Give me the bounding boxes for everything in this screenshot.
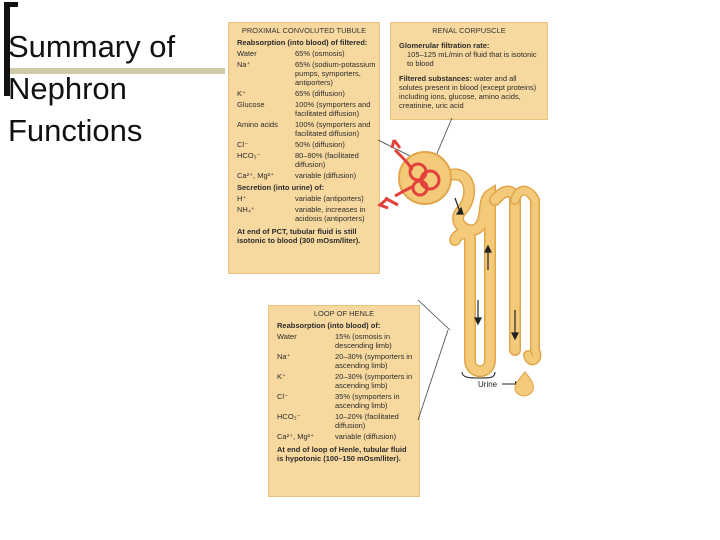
table-row (277, 352, 419, 370)
pct-note: At end of PCT, tubular fluid is still isotonic to blood (300 mOsm/liter). (237, 227, 361, 245)
connector-line (378, 140, 418, 160)
pct-secretion-label: Secretion (into urine) of: (237, 183, 325, 192)
table-row (237, 89, 379, 98)
connector-line (418, 330, 448, 420)
loop-note: At end of loop of Henle, tubular fluid is hypotonic (100–150 mOsm/liter). (277, 445, 407, 463)
title-bracket-top (4, 2, 18, 7)
row-value: 50% (diffusion) (295, 140, 345, 149)
distal-tubule (515, 191, 536, 361)
row-label: H⁺ (237, 194, 247, 203)
distal-tubule-fill (515, 191, 536, 361)
row-value: 100% (symporters and facilitated diffusion) (295, 120, 371, 138)
row-value: 20–30% (symporters in ascending limb) (335, 372, 413, 390)
row-label: K⁺ (237, 89, 246, 98)
row-value: 35% (symporters in ascending limb) (335, 392, 400, 410)
row-label: Ca²⁺, Mg²⁺ (277, 432, 315, 441)
row-value: variable (antiporters) (295, 194, 364, 203)
pct-panel (228, 22, 380, 274)
row-label: Cl⁻ (237, 140, 249, 149)
table-row (277, 392, 419, 410)
proximal-tubule-fill (450, 174, 490, 371)
glomerulus-capillaries (385, 150, 439, 205)
table-row (277, 432, 419, 441)
urine-bracket (462, 372, 495, 378)
table-row (237, 60, 379, 87)
row-label: K⁺ (277, 372, 286, 381)
row-label: Cl⁻ (277, 392, 289, 401)
pct-heading: PROXIMAL CONVOLUTED TUBULE (241, 26, 367, 35)
gfr-text: 105–125 mL/min of fluid that is isotonic to blood (407, 50, 537, 68)
row-label: Glucose (237, 100, 265, 109)
renal-heading: RENAL CORPUSCLE (432, 26, 506, 35)
table-row (237, 140, 379, 149)
slide-title: Summary of Nephron Functions (8, 29, 176, 148)
connector-line (430, 118, 452, 170)
row-label: Na⁺ (237, 60, 251, 69)
row-value: 65% (sodium-potassium pumps, symporters, antiporters) (295, 60, 376, 87)
connector-line (418, 300, 450, 330)
row-value: 80–90% (facilitated diffusion) (295, 151, 359, 169)
table-row (277, 372, 419, 390)
bowmans-capsule (399, 152, 451, 204)
row-label: Ca²⁺, Mg²⁺ (237, 171, 275, 180)
table-row (237, 100, 379, 118)
row-value: 15% (osmosis in descending limb) (335, 332, 392, 350)
row-value: 100% (symporters and facilitated diffusion) (295, 100, 371, 118)
row-label: Water (237, 49, 257, 58)
efferent-arrow (380, 198, 388, 208)
table-row (237, 49, 379, 58)
row-label: Na⁺ (277, 352, 291, 361)
row-label: Water (277, 332, 297, 341)
pct-rows (229, 49, 379, 180)
loop-rows (269, 332, 419, 441)
renal-panel (390, 22, 548, 120)
row-value: variable, increases in acidosis (antiporters) (295, 205, 366, 223)
table-row (237, 151, 379, 169)
row-value: 65% (diffusion) (295, 89, 345, 98)
loop-panel (268, 305, 420, 497)
row-value: variable (diffusion) (335, 432, 397, 441)
table-row (277, 412, 419, 430)
flow-arrows (455, 198, 518, 339)
proximal-tubule (450, 174, 490, 371)
pct-secretion-rows (229, 194, 379, 223)
filtered-text: water and all solutes present in blood (except proteins) including ions, glucose, amino acids, creatinine, uric acid (399, 74, 537, 110)
row-value: 65% (osmosis) (295, 49, 345, 58)
urine-drop-icon (515, 372, 534, 396)
collecting-duct (495, 191, 515, 350)
row-label: NH₄⁺ (237, 205, 255, 214)
gfr-label: Glomerular filtration rate: (399, 41, 490, 50)
table-row (237, 120, 379, 138)
table-row (237, 205, 379, 223)
row-value: variable (diffusion) (295, 171, 357, 180)
loop-heading: LOOP OF HENLE (313, 309, 375, 318)
urine-label: Urine (478, 380, 498, 389)
pct-reabsorption-label: Reabsorption (into blood) of filtered: (237, 38, 368, 47)
urine-arrow-head (515, 381, 520, 387)
row-label: HCO₃⁻ (277, 412, 301, 421)
row-value: 10–20% (facilitated diffusion) (335, 412, 399, 430)
filtered-label: Filtered substances: (399, 74, 472, 83)
table-row (277, 332, 419, 350)
collecting-duct-fill (495, 191, 515, 350)
row-label: HCO₃⁻ (237, 151, 261, 160)
table-row (237, 171, 379, 180)
table-row (237, 194, 379, 203)
loop-reabsorption-label: Reabsorption (into blood) of: (277, 321, 381, 330)
afferent-arrow (392, 140, 400, 148)
row-label: Amino acids (237, 120, 278, 129)
row-value: 20–30% (symporters in ascending limb) (335, 352, 413, 370)
